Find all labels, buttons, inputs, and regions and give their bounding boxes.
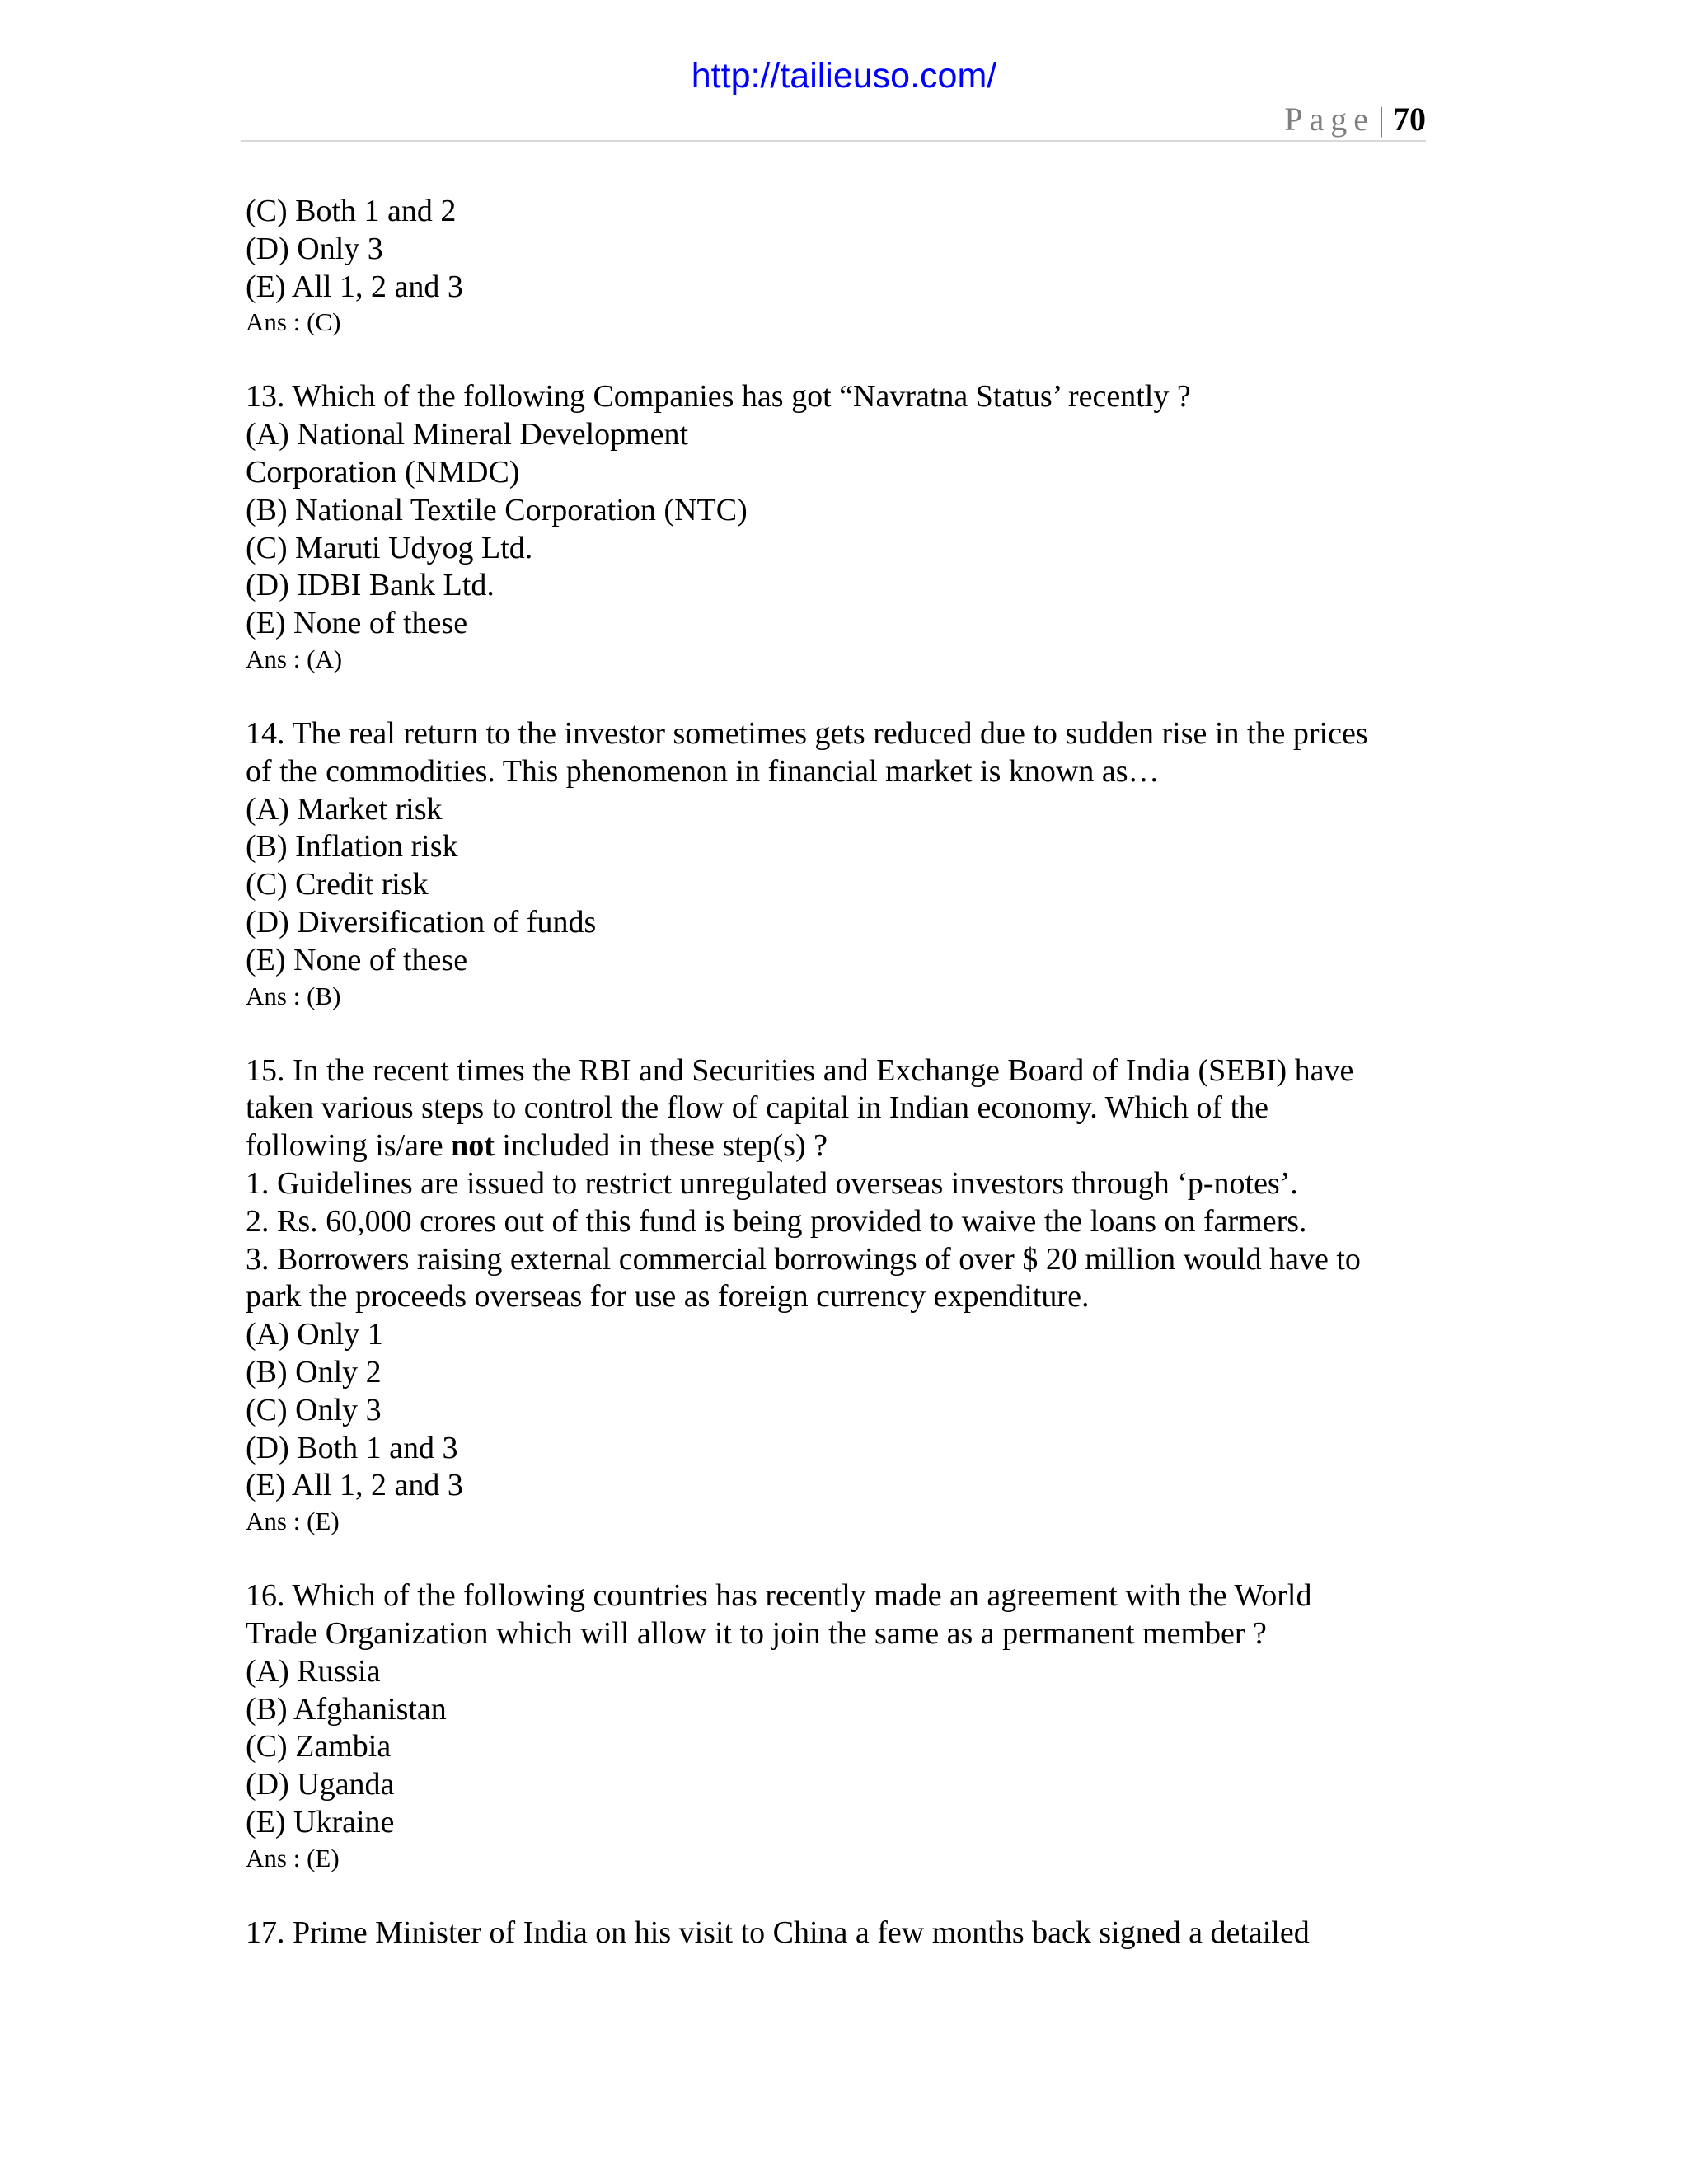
question-block-13 (246, 378, 1449, 676)
page-separator: | (1377, 101, 1385, 138)
question-text: 16. Which of the following countries has recently made an agreement with the World (246, 1578, 1312, 1614)
question-text: 14. The real return to the investor sometimes gets reduced due to sudden rise in the prices (246, 715, 1368, 751)
answer: Ans : (B) (246, 981, 341, 1010)
option-d: (D) Uganda (246, 1767, 395, 1802)
question-text: 17. Prime Minister of India on his visit to China a few months back signed a detailed (246, 1915, 1310, 1950)
document-body (246, 193, 1449, 1952)
option-c: (C) Zambia (246, 1729, 392, 1765)
statement-3-continued: park the proceeds overseas for use as foreign currency expenditure. (246, 1279, 1090, 1315)
option-b: (B) Afghanistan (246, 1691, 447, 1727)
statement-2: 2. Rs. 60,000 crores out of this fund is being provided to waive the loans on farmers. (246, 1203, 1307, 1239)
option-e: (E) Ukraine (246, 1804, 395, 1840)
option-a: (A) Russia (246, 1653, 381, 1689)
option-c: (C) Credit risk (246, 867, 429, 902)
answer: Ans : (C) (246, 307, 341, 337)
answer: Ans : (E) (246, 1843, 340, 1872)
answer: Ans : (A) (246, 644, 343, 673)
option-c: (C) Maruti Udyog Ltd. (246, 530, 533, 565)
statement-1: 1. Guidelines are issued to restrict unregulated overseas investors through ‘p-notes’. (246, 1165, 1298, 1201)
question-text-emphasis-line (246, 1127, 1449, 1165)
option-a: (A) National Mineral Development (246, 417, 689, 452)
option-a: (A) Market risk (246, 791, 443, 827)
answer: Ans : (E) (246, 1507, 340, 1536)
question-text: 15. In the recent times the RBI and Securities and Exchange Board of India (SEBI) have (246, 1052, 1354, 1088)
option-b: (B) Only 2 (246, 1354, 382, 1390)
emphasis-before: following is/are (246, 1128, 452, 1164)
option-a: (A) Only 1 (246, 1317, 383, 1352)
option-c: (C) Only 3 (246, 1392, 382, 1427)
question-text: 13. Which of the following Companies has got “Navratna Status’ recently ? (246, 379, 1191, 415)
page-label: Page (1284, 101, 1375, 138)
option-e: (E) All 1, 2 and 3 (246, 269, 463, 304)
option-d: (D) IDBI Bank Ltd. (246, 568, 495, 603)
emphasis-after: included in these step(s) ? (494, 1128, 828, 1164)
option-d: (D) Diversification of funds (246, 904, 597, 940)
option-a-continued: Corporation (NMDC) (246, 454, 520, 490)
question-block-15 (246, 1052, 1449, 1539)
question-text-continued: of the commodities. This phenomenon in financial market is known as… (246, 753, 1160, 789)
option-e: (E) All 1, 2 and 3 (246, 1468, 463, 1503)
page-number-indicator (1284, 99, 1426, 140)
option-e: (E) None of these (246, 606, 468, 641)
question-block-14 (246, 715, 1449, 1013)
question-block-17 (246, 1915, 1449, 1952)
page-number: 70 (1393, 101, 1426, 138)
question-block-12-continued (246, 193, 1449, 339)
emphasis-word: not (451, 1128, 495, 1164)
header-divider (241, 140, 1426, 142)
option-c: (C) Both 1 and 2 (246, 194, 457, 228)
question-block-16 (246, 1577, 1449, 1875)
header-url-link[interactable]: http://tailieuso.com/ (691, 56, 997, 96)
option-d: (D) Both 1 and 3 (246, 1430, 458, 1465)
question-text-continued: Trade Organization which will allow it to join the same as a permanent member ? (246, 1615, 1267, 1651)
option-d: (D) Only 3 (246, 231, 383, 266)
option-b: (B) National Textile Corporation (NTC) (246, 492, 748, 527)
option-e: (E) None of these (246, 942, 468, 977)
question-text-continued: taken various steps to control the flow of capital in Indian economy. Which of the (246, 1090, 1268, 1126)
option-b: (B) Inflation risk (246, 829, 458, 865)
statement-3: 3. Borrowers raising external commercial borrowings of over $ 20 million would have to (246, 1241, 1361, 1277)
